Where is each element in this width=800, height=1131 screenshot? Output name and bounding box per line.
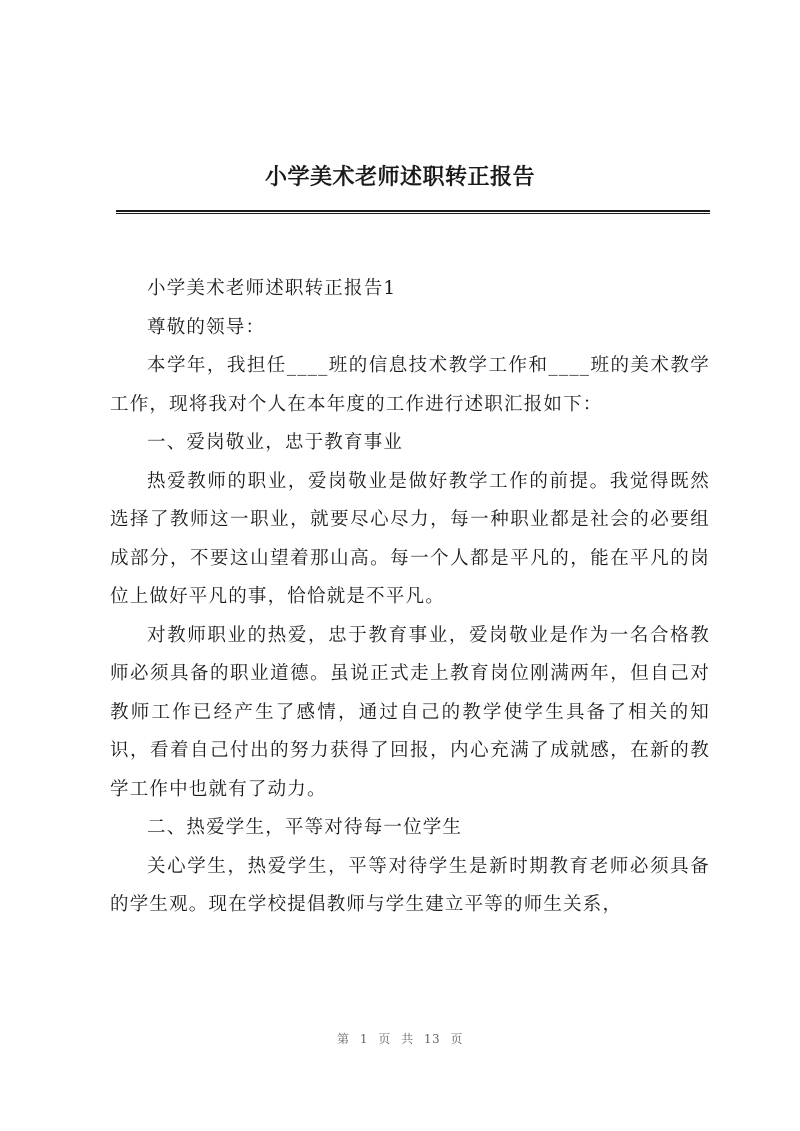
subsection-heading: 二、热爱学生，平等对待每一位学生: [147, 817, 463, 838]
section-heading: 小学美术老师述职转正报告1: [147, 278, 397, 299]
body-paragraph: 热爱教师的职业，爱岗敬业是做好教学工作的前提。我觉得既然选择了教师这一职业，就要尽心尽力，每一种职业都是社会的必要组成部分，不要这山望着那山高。每一个人都是平凡的，能在平凡的岗位上做好平凡的事，恰恰就是不平凡。: [110, 470, 710, 607]
title-divider: [116, 210, 710, 214]
body-paragraph: 关心学生，热爱学生，平等对待学生是新时期教育老师必须具备的学生观。现在学校提倡教师与学生建立平等的师生关系，: [110, 855, 710, 915]
body-paragraph: 对教师职业的热爱，忠于教育事业，爱岗敬业是作为一名合格教师必须具备的职业道德。虽说正式走上教育岗位刚满两年，但自己对教师工作已经产生了感情，通过自己的教学使学生具备了相关的知识，看着自己付出的努力获得了回报，内心充满了成就感，在新的教学工作中也就有了动力。: [110, 624, 710, 800]
salutation: 尊敬的领导：: [147, 316, 266, 338]
document-title: 小学美术老师述职转正报告: [264, 164, 535, 190]
subsection-heading: 一、爱岗敬业，忠于教育事业: [147, 432, 404, 453]
page-number-footer: 第 1 页 共 13 页: [337, 1032, 463, 1046]
document-body: [110, 270, 710, 925]
body-paragraph: 本学年，我担任____班的信息技术教学工作和____班的美术教学工作，现将我对个人在本年度的工作进行述职汇报如下：: [110, 355, 710, 415]
